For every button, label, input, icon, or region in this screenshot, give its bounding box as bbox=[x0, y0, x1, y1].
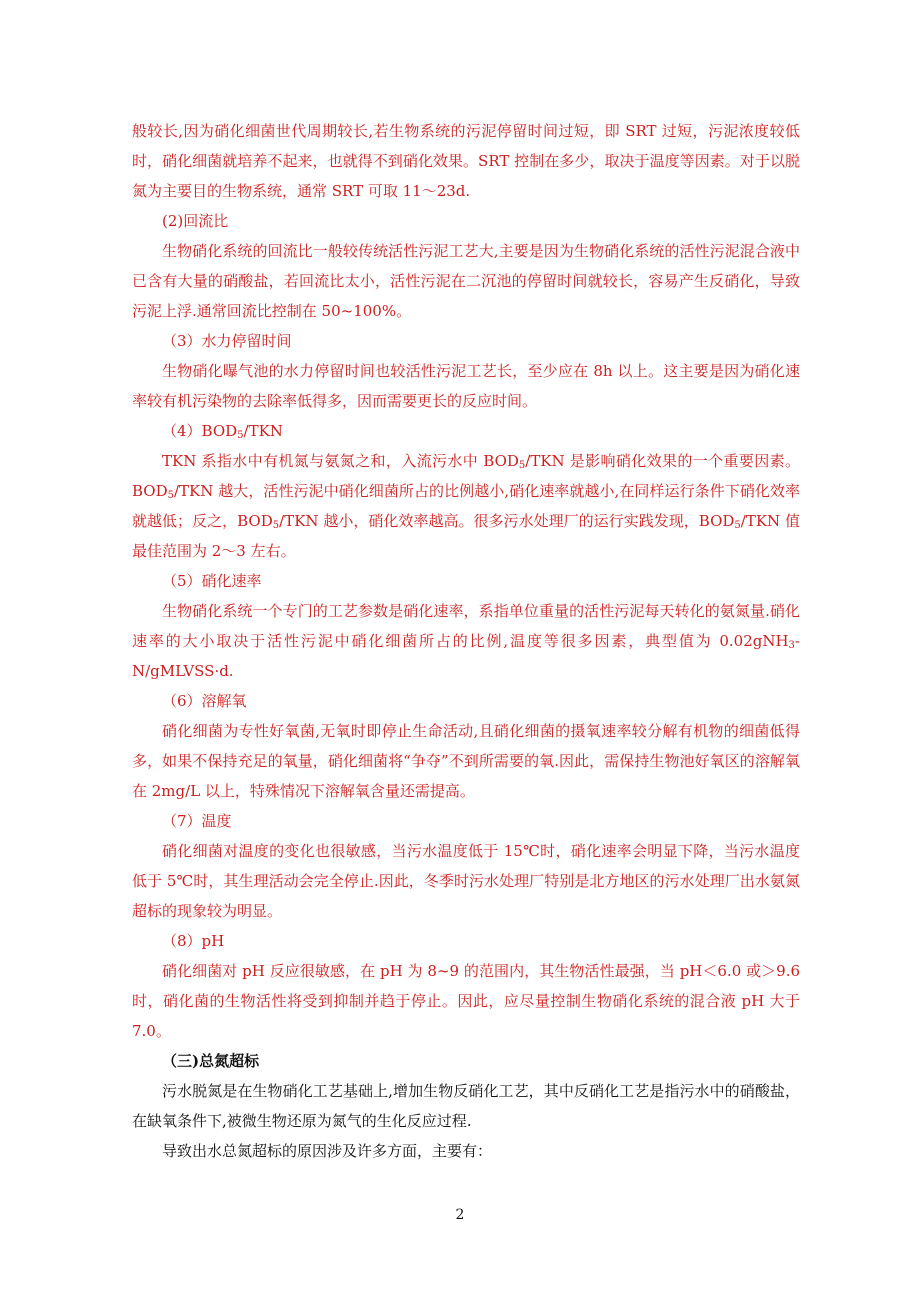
paragraph-dissolved-oxygen: 硝化细菌为专性好氧菌,无氧时即停止生命活动,且硝化细菌的摄氧速率较分解有机物的细菌低得多，如果不保持充足的氧量，硝化细菌将“争夺”不到所需要的氧.因此，需保持生物池好氧区的溶解氧在 2mg/L 以上，特殊情况下溶解氧含量还需提高。 bbox=[132, 722, 800, 800]
bod-tkn-part-c: /TKN 越大，活性污泥中硝化细菌所占的比例越小,硝化速率就越小,在同样运行条件下硝化效率就越低；反之，BOD bbox=[132, 482, 800, 530]
heading-temperature: （7）温度 bbox=[162, 812, 232, 830]
bod-tkn-sub-3: 5 bbox=[272, 520, 280, 531]
paragraph-reflux-ratio: 生物硝化系统的回流比一般较传统活性污泥工艺大,主要是因为生物硝化系统的活性污泥混合液中已含有大量的硝酸盐，若回流比太小，活性污泥在二沉池的停留时间就较长，容易产生反硝化，导致污泥上浮.通常回流比控制在 50~100%。 bbox=[132, 242, 800, 320]
paragraph-temperature: 硝化细菌对温度的变化也很敏感，当污水温度低于 15℃时，硝化速率会明显下降，当污水温度低于 5℃时，其生理活动会完全停止.因此，冬季时污水处理厂特别是北方地区的污水处理厂出水氨氮超标的现象较为明显。 bbox=[132, 842, 800, 920]
heading-bod-tkn-pre: （4）BOD bbox=[162, 422, 238, 440]
paragraph-total-nitrogen-causes: 导致出水总氮超标的原因涉及许多方面，主要有： bbox=[162, 1142, 493, 1160]
bod-tkn-sub-4: 5 bbox=[734, 520, 741, 531]
paragraph-ph: 硝化细菌对 pH 反应很敏感，在 pH 为 8~9 的范围内，其生物活性最强，当 pH＜6.0 或＞9.6 时，硝化菌的生物活性将受到抑制并趋于停止。因此，应尽量控制生物硝化系统的混合液 pH 大于 7.0。 bbox=[132, 962, 800, 1040]
nitrification-rate-sub: 3 bbox=[788, 640, 795, 651]
page-content bbox=[132, 116, 800, 1166]
heading-bod-tkn-sub: 5 bbox=[237, 430, 244, 441]
bod-tkn-part-a: TKN 系指水中有机氮与氨氮之和，入流污水中 BOD bbox=[162, 452, 519, 470]
heading-nitrification-rate: （5）硝化速率 bbox=[162, 572, 262, 590]
heading-bod-tkn-post: /TKN bbox=[243, 422, 283, 440]
section-heading-total-nitrogen: （三)总氮超标 bbox=[162, 1052, 260, 1070]
paragraph-srt-continued: 般较长,因为硝化细菌世代周期较长,若生物系统的污泥停留时间过短，即 SRT 过短，污泥浓度较低时，硝化细菌就培养不起来，也就得不到硝化效果。SRT 控制在多少，取决于温度等因素。对于以脱氮为主要目的生物系统，通常 SRT 可取 11～23d. bbox=[132, 122, 800, 200]
heading-hydraulic-retention: （3）水力停留时间 bbox=[162, 332, 292, 350]
paragraph-denitrification: 污水脱氮是在生物硝化工艺基础上,增加生物反硝化工艺，其中反硝化工艺是指污水中的硝酸盐，在缺氧条件下,被微生物还原为氮气的生化反应过程. bbox=[132, 1082, 800, 1130]
bod-tkn-part-d: /TKN 越小，硝化效率越高。很多污水处理厂的运行实践发现，BOD bbox=[279, 512, 735, 530]
heading-bod-tkn bbox=[132, 416, 800, 446]
bod-tkn-part-e: /TKN 值最佳范围为 2～3 左右。 bbox=[132, 512, 800, 560]
bod-tkn-sub-1: 5 bbox=[518, 460, 526, 471]
heading-reflux-ratio: (2)回流比 bbox=[162, 212, 229, 230]
bod-tkn-part-b: /TKN 是影响硝化效果的一个重要因素。BOD bbox=[132, 452, 800, 500]
heading-ph: （8）pH bbox=[162, 932, 225, 950]
heading-dissolved-oxygen: （6）溶解氧 bbox=[162, 692, 247, 710]
paragraph-nitrification-rate bbox=[132, 596, 800, 686]
paragraph-hydraulic-retention: 生物硝化曝气池的水力停留时间也较活性污泥工艺长，至少应在 8h 以上。这主要是因为硝化速率较有机污染物的去除率低得多，因而需要更长的反应时间。 bbox=[132, 362, 800, 410]
bod-tkn-sub-2: 5 bbox=[167, 490, 174, 501]
paragraph-bod-tkn bbox=[132, 446, 800, 566]
page-number: 2 bbox=[455, 1207, 465, 1223]
nitrification-rate-part-a: 生物硝化系统一个专门的工艺参数是硝化速率，系指单位重量的活性污泥每天转化的氨氮量.硝化速率的大小取决于活性污泥中硝化细菌所占的比例,温度等很多因素，典型值为 0.02gNH bbox=[132, 602, 800, 650]
nitrification-rate-part-b: -N/gMLVSS·d. bbox=[132, 632, 800, 680]
